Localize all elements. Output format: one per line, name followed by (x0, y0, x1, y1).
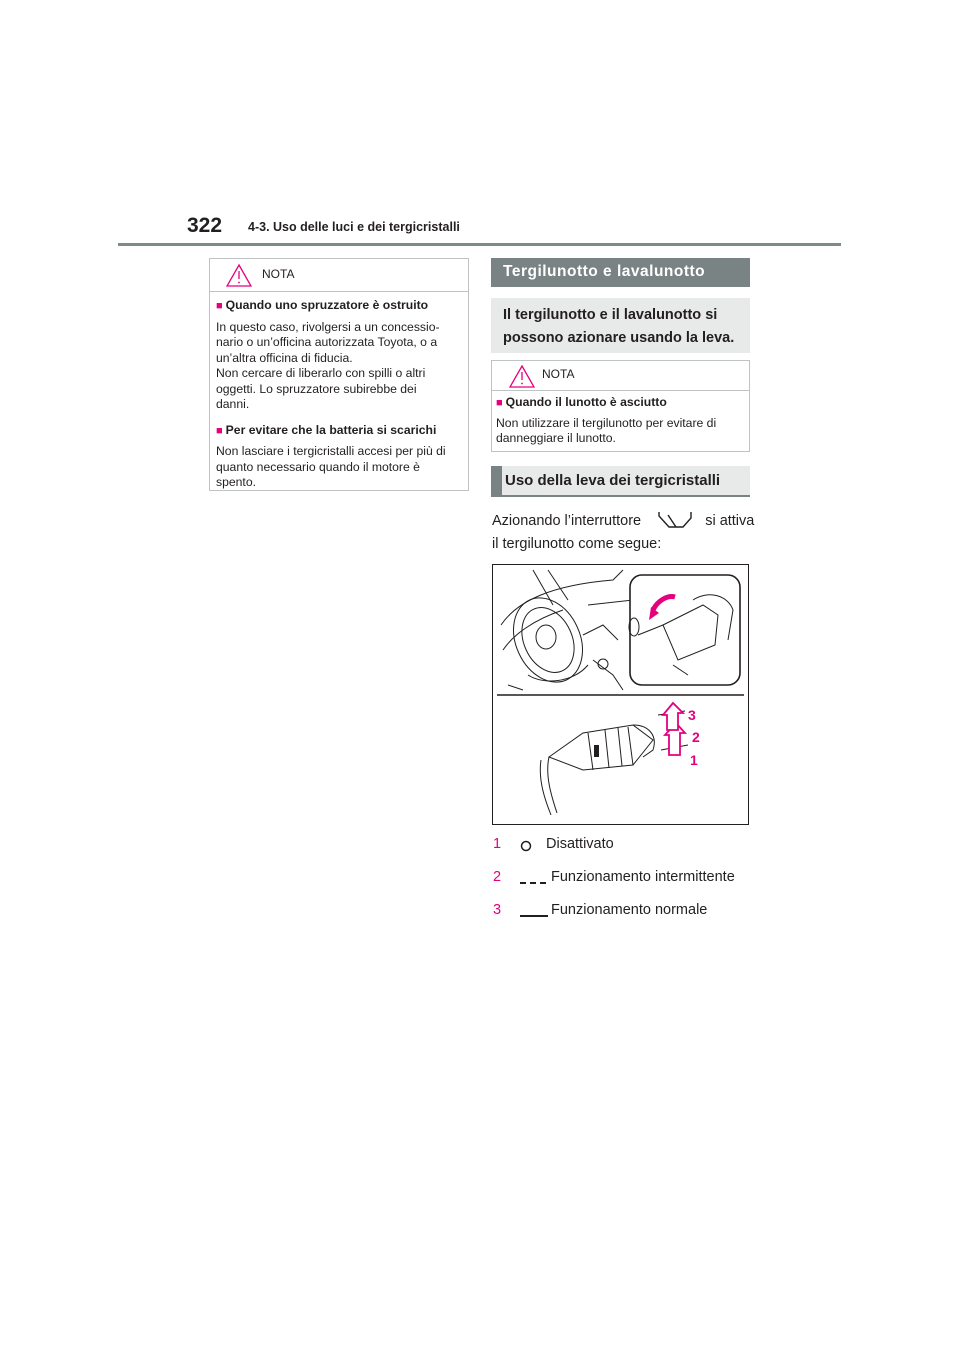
body-text (492, 510, 755, 556)
list-text: Funzionamento normale (551, 902, 708, 918)
solid-line-icon (520, 906, 548, 924)
note-box-right (491, 360, 750, 452)
header-rule (118, 243, 841, 246)
rear-wiper-switch-icon (655, 510, 695, 528)
intro-box (491, 298, 750, 353)
body-text-line: il tergilunotto come segue: (492, 536, 662, 552)
list-item (493, 836, 753, 856)
warning-icon (509, 365, 535, 393)
list-number: 1 (493, 836, 502, 852)
note-label: NOTA (262, 267, 295, 281)
note-subheading: ■ Per evitare che la batteria si scarichi (216, 422, 437, 437)
square-bullet-icon: ■ (216, 424, 223, 437)
callout-2: 2 (692, 729, 700, 745)
off-circle-icon (520, 839, 532, 857)
section-banner: Tergilunotto e lavalunotto (491, 258, 750, 287)
note-subheading: ■ Quando uno spruzzatore è ostruito (216, 298, 429, 312)
note-text: Non lasciare i tergicristalli accesi per più di quanto necessario quando il motore è spento. (216, 444, 446, 489)
note-body (210, 298, 468, 491)
note-text: In questo caso, rivolgersi a un concessio- nario o un’officina autorizzata Toyota, o a un’altra officina di fiducia. Non cercare di liberarlo con spilli o altri oggetti. Lo spruzzatore subirebbe dei danni. (216, 319, 440, 411)
section-title: 4-3. Uso delle luci e dei tergicristalli (248, 220, 460, 234)
warning-icon (226, 264, 252, 292)
callout-3: 3 (688, 707, 696, 723)
dashed-line-icon (520, 873, 548, 891)
note-subheading: ■ Quando il lunotto è asciutto (496, 395, 667, 409)
body-text-part: Azionando l’interruttore (492, 513, 642, 529)
intro-line: possono azionare usando la leva. (503, 330, 735, 346)
callout-1: 1 (690, 752, 698, 768)
square-bullet-icon: ■ (496, 397, 503, 409)
square-bullet-icon: ■ (216, 300, 223, 312)
note-text: Non utilizzare il tergilunotto per evitare di danneggiare il lunotto. (496, 415, 717, 445)
page-number: 322 (187, 214, 223, 237)
note-label: NOTA (542, 367, 575, 381)
body-text-part: si attiva (705, 513, 755, 529)
subheading: Uso della leva dei tergicristalli (491, 466, 750, 497)
list-number: 2 (493, 869, 502, 885)
dashboard-lever-drawing (493, 565, 748, 824)
list-text: Funzionamento intermittente (551, 869, 735, 885)
list-item (493, 869, 753, 889)
intro-line: Il tergilunotto e il lavalunotto si (503, 307, 718, 323)
list-number: 3 (493, 902, 502, 918)
list-text: Disattivato (546, 836, 614, 852)
list-item (493, 902, 753, 922)
lever-illustration (492, 564, 749, 825)
note-box-left (209, 258, 469, 491)
note-header (210, 259, 468, 292)
note-body (492, 395, 749, 447)
note-header (492, 361, 749, 391)
